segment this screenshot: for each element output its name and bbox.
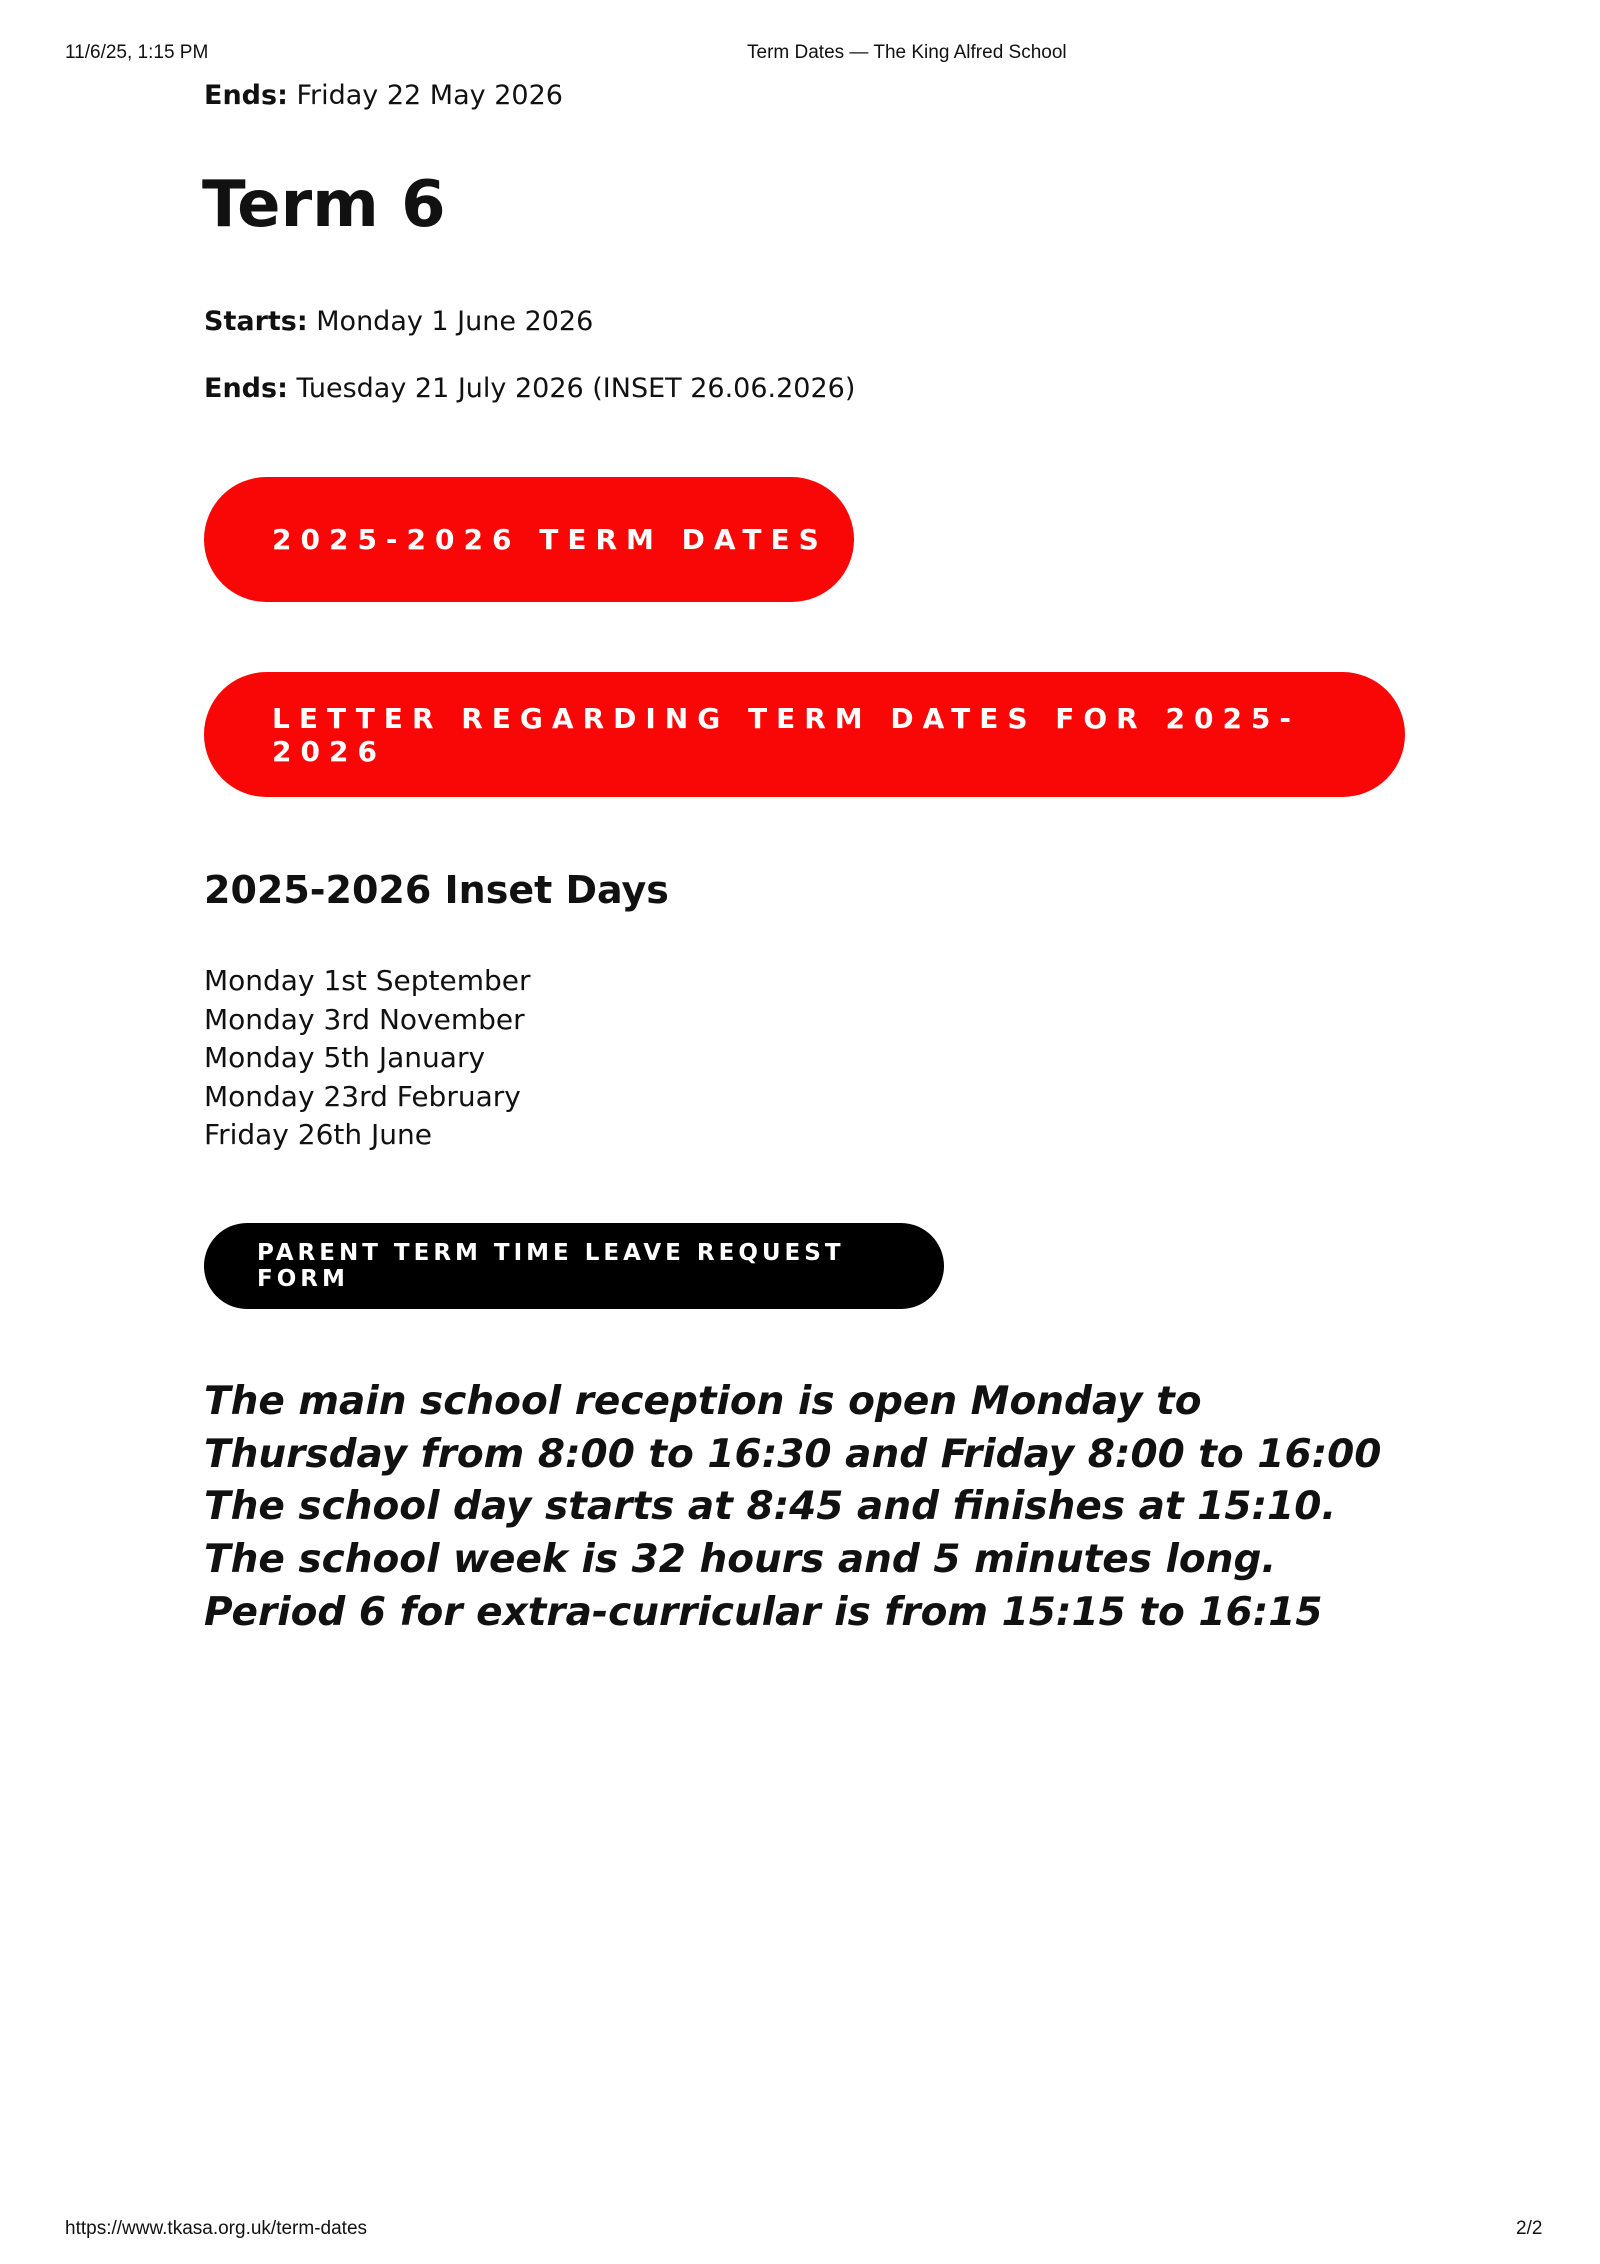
- starts-label: Starts:: [204, 306, 308, 337]
- term6-ends: [204, 373, 855, 404]
- term6-starts: [204, 306, 593, 337]
- inset-days-list: [204, 962, 530, 1155]
- term5-ends: [204, 80, 563, 111]
- inset-day: Monday 1st September: [204, 964, 531, 997]
- print-title: Term Dates — The King Alfred School: [747, 42, 1067, 63]
- ends-value: Friday 22 May 2026: [287, 80, 563, 111]
- leave-request-form-button[interactable]: PARENT TERM TIME LEAVE REQUEST FORM: [204, 1223, 944, 1309]
- starts-value: Monday 1 June 2026: [307, 306, 594, 337]
- ends-value: Tuesday 21 July 2026 (INSET 26.06.2026): [287, 373, 856, 404]
- school-hours-notes: [204, 1376, 1404, 1640]
- page-number: 2/2: [1516, 2218, 1543, 2239]
- term6-heading: Term 6: [202, 168, 446, 242]
- inset-day: Monday 23rd February: [204, 1079, 521, 1113]
- inset-days-heading: 2025-2026 Inset Days: [204, 868, 669, 912]
- inset-day: Monday 5th January: [204, 1041, 486, 1075]
- term-dates-button[interactable]: 2025-2026 TERM DATES: [204, 477, 854, 602]
- print-url: https://www.tkasa.org.uk/term-dates: [65, 2218, 368, 2239]
- reception-hours: The main school reception is open Monday to Thursday from 8:00 to 16:30 and Friday 8:00 to 16:00: [204, 1379, 1382, 1477]
- ends-label: Ends:: [204, 80, 288, 111]
- print-datetime: 11/6/25, 1:15 PM: [65, 42, 209, 63]
- ends-label: Ends:: [204, 373, 288, 404]
- school-day-hours: The school day starts at 8:45 and finishes at 15:10. The school week is 32 hours and 5 minutes long.: [204, 1484, 1337, 1583]
- inset-day: Friday 26th June: [204, 1118, 432, 1152]
- inset-day: Monday 3rd November: [204, 1002, 525, 1036]
- period-6-hours: Period 6 for extra-curricular is from 15:15 to 16:15: [204, 1589, 1323, 1635]
- letter-term-dates-button[interactable]: LETTER REGARDING TERM DATES FOR 2025-2026: [204, 672, 1405, 797]
